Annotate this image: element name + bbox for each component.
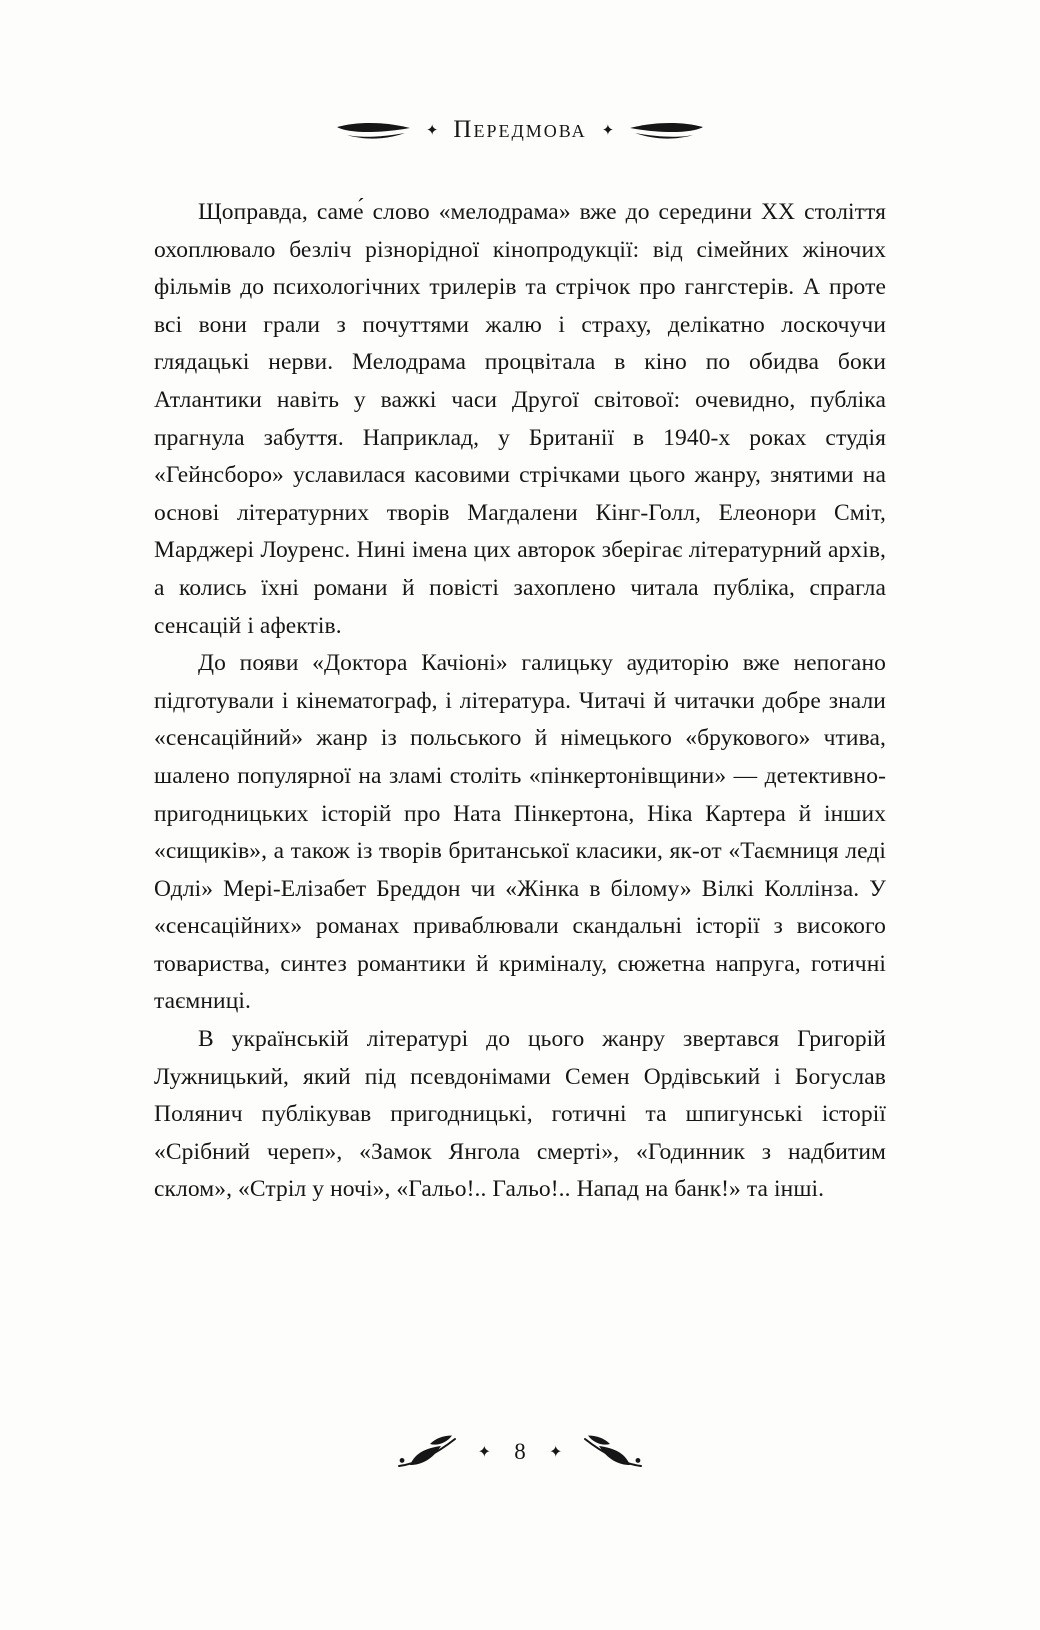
page-number: 8 [514, 1439, 526, 1464]
branch-ornament-right-icon [582, 1434, 644, 1470]
diamond-ornament-icon: ✦ [425, 122, 439, 139]
leaf-flourish-left-icon [335, 121, 411, 139]
chapter-header [335, 116, 705, 144]
branch-ornament-left-icon [396, 1434, 458, 1470]
leaf-flourish-right-icon [629, 121, 705, 139]
diamond-ornament-icon: ✦ [601, 122, 615, 139]
body-text [154, 194, 886, 1209]
page-footer [396, 1434, 645, 1470]
diamond-ornament-icon: ✦ [549, 1444, 563, 1461]
chapter-title: Передмова [453, 116, 587, 143]
paragraph: В українській літературі до цього жанру звертався Григорій Лужницький, який під псевдонімами Семен Ордівський і Богуслав Полянич публікував пригодницькі, готичні та шпигунські історії «Срібний череп», «Замок Янгола смерті», «Годинник з надбитим склом», «Стріл у ночі», «Гальо!.. Гальо!.. Напад на банк!» та інші. [154, 1026, 886, 1203]
paragraph: До появи «Доктора Качіоні» галицьку аудиторію вже непогано підготували і кінематограф, і література. Читачі й читачки добре знали «сенсаційний» жанр із польського й німецького «брукового» чтива, шалено популярної на зламі століть «пінкертонівщини» — детективно-пригодницьких історій про Ната Пінкертона, Ніка Картера й інших «сищиків», а також із творів британської класики, як-от «Таємниця леді Одлі» Мері-Елізабет Бреддон чи «Жінка в білому» Вілкі Коллінза. У «сенсаційних» романах приваблювали скандальні історії з високого товариства, синтез романтики й криміналу, сюжетна напруга, готичні таємниці. [154, 650, 886, 1015]
diamond-ornament-icon: ✦ [477, 1444, 491, 1461]
paragraph: Щоправда, саме́ слово «мелодрама» вже до середини ХХ століття охоплювало безліч різнорідної кінопродукції: від сімейних жіночих фільмів до психологічних трилерів та стрічок про гангстерів. А проте всі вони грали з почуттями жалю і страху, делікатно лоскочучи глядацькі нерви. Мелодрама процвітала в кіно по обидва боки Атлантики навіть у важкі часи Другої світової: очевидно, публіка прагнула забуття. Наприклад, у Британії в 1940-х роках студія «Гейнсборо» уславилася касовими стрічками цього жанру, знятими на основі літературних творів Магдалени Кінг-Голл, Елеонори Сміт, Марджері Лоуренс. Нині імена цих авторок зберігає літературний архів, а колись їхні романи й повісті захоплено читала публіка, спрагла сенсацій і афектів. [154, 199, 886, 639]
